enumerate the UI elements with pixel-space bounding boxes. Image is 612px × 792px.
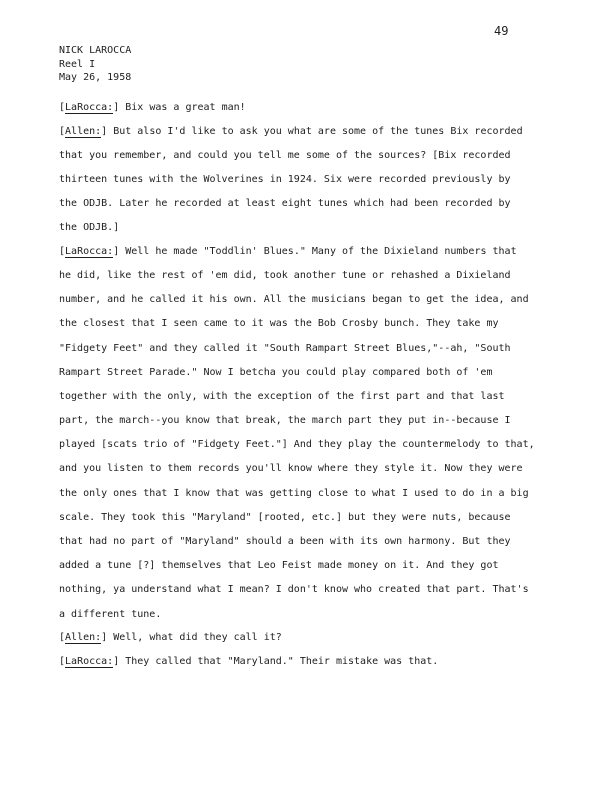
interview-date: May 26, 1958 [59, 72, 132, 83]
line-text: added a tune [?] themselves that Leo Feist made money on it. And they got [59, 560, 499, 572]
transcript-line [59, 390, 544, 414]
speaker-label: LaRocca: [65, 245, 114, 257]
page-number: 49 [494, 24, 509, 38]
line-text: played [scats trio of "Fidgety Feet."] And they play the countermelody to that, [59, 439, 535, 451]
line-text: They called that "Maryland." Their mistake was that. [125, 655, 439, 667]
transcript-line [59, 487, 544, 511]
speaker-bracket-open: [ [59, 125, 66, 137]
speaker-label: Allen: [65, 125, 102, 137]
line-text: the only ones that I know that was getting close to what I used to do in a big [59, 487, 529, 499]
transcript-line [59, 173, 544, 197]
speaker-bracket-close: ] [113, 245, 126, 257]
transcript-line [59, 511, 544, 535]
transcript-line [59, 631, 544, 644]
transcript-line [59, 149, 544, 173]
transcript-line [59, 559, 544, 583]
line-text: number, and he called it his own. All the musicians began to get the idea, and [59, 294, 529, 306]
transcript-line [59, 608, 544, 621]
transcript-line [59, 583, 544, 607]
transcript-line [59, 438, 544, 462]
line-text: nothing, ya understand what I mean? I don't know who created that part. That's [59, 584, 529, 596]
transcript-line [59, 317, 544, 341]
line-text: But also I'd like to ask you what are some of the tunes Bix recorded [113, 125, 523, 137]
transcript-line [59, 655, 544, 668]
transcript-line [59, 414, 544, 438]
line-text: Bix was a great man! [125, 102, 246, 113]
dialogue-paragraph [59, 125, 544, 235]
dialogue-paragraph [59, 245, 544, 621]
transcript-line [59, 245, 544, 269]
line-text: he did, like the rest of 'em did, took another tune or rehashed a Dixieland [59, 269, 511, 281]
speaker-label: LaRocca: [65, 655, 114, 667]
speaker-bracket-close: ] [113, 102, 126, 113]
line-text: that you remember, and could you tell me some of the sources? [Bix recorded [59, 149, 511, 161]
transcript-body [59, 101, 544, 678]
dialogue-paragraph [59, 655, 544, 668]
transcript-line [59, 366, 544, 390]
line-text: together with the only, with the exception of the first part and that last [59, 390, 505, 402]
document-header [59, 44, 131, 85]
speaker-bracket-open: [ [59, 102, 66, 113]
reel-label: Reel I [59, 58, 96, 70]
transcript-line [59, 342, 544, 366]
transcript-line [59, 221, 544, 234]
line-text: the ODJB. Later he recorded at least eight tunes which had been recorded by [59, 198, 511, 210]
speaker-bracket-open: [ [59, 632, 66, 644]
line-text: and you listen to them records you'll know where they style it. Now they were [59, 463, 523, 475]
dialogue-paragraph [59, 631, 544, 644]
transcript-line [59, 535, 544, 559]
speaker-label: Allen: [65, 632, 102, 644]
speaker-bracket-open: [ [59, 245, 66, 257]
line-text: the ODJB.] [59, 222, 120, 234]
line-text: Well he made "Toddlin' Blues." Many of the Dixieland numbers that [125, 245, 517, 257]
transcript-line [59, 197, 544, 221]
line-text: part, the march--you know that break, the march part they put in--because I [59, 415, 511, 427]
line-text: the closest that I seen came to it was the Bob Crosby bunch. They take my [59, 318, 499, 330]
interviewee-name: NICK LAROCCA [59, 45, 132, 56]
transcript-line [59, 269, 544, 293]
line-text: scale. They took this "Maryland" [rooted, etc.] but they were nuts, because [59, 511, 511, 523]
transcript-line [59, 125, 544, 149]
speaker-bracket-close: ] [113, 655, 126, 667]
line-text: thirteen tunes with the Wolverines in 1924. Six were recorded previously by [59, 173, 511, 185]
transcript-line [59, 101, 544, 114]
line-text: Rampart Street Parade." Now I betcha you could play compared both of 'em [59, 366, 493, 378]
speaker-bracket-open: [ [59, 655, 66, 667]
line-text: that had no part of "Maryland" should a been with its own harmony. But they [59, 536, 511, 547]
line-text: "Fidgety Feet" and they called it "South Rampart Street Blues,"--ah, "South [59, 342, 511, 354]
transcript-line [59, 462, 544, 486]
line-text: Well, what did they call it? [113, 632, 282, 644]
dialogue-paragraph [59, 101, 544, 114]
transcript-line [59, 293, 544, 317]
line-text: a different tune. [59, 608, 162, 620]
speaker-label: LaRocca: [65, 102, 114, 113]
speaker-bracket-close: ] [101, 632, 114, 644]
speaker-bracket-close: ] [101, 125, 114, 137]
